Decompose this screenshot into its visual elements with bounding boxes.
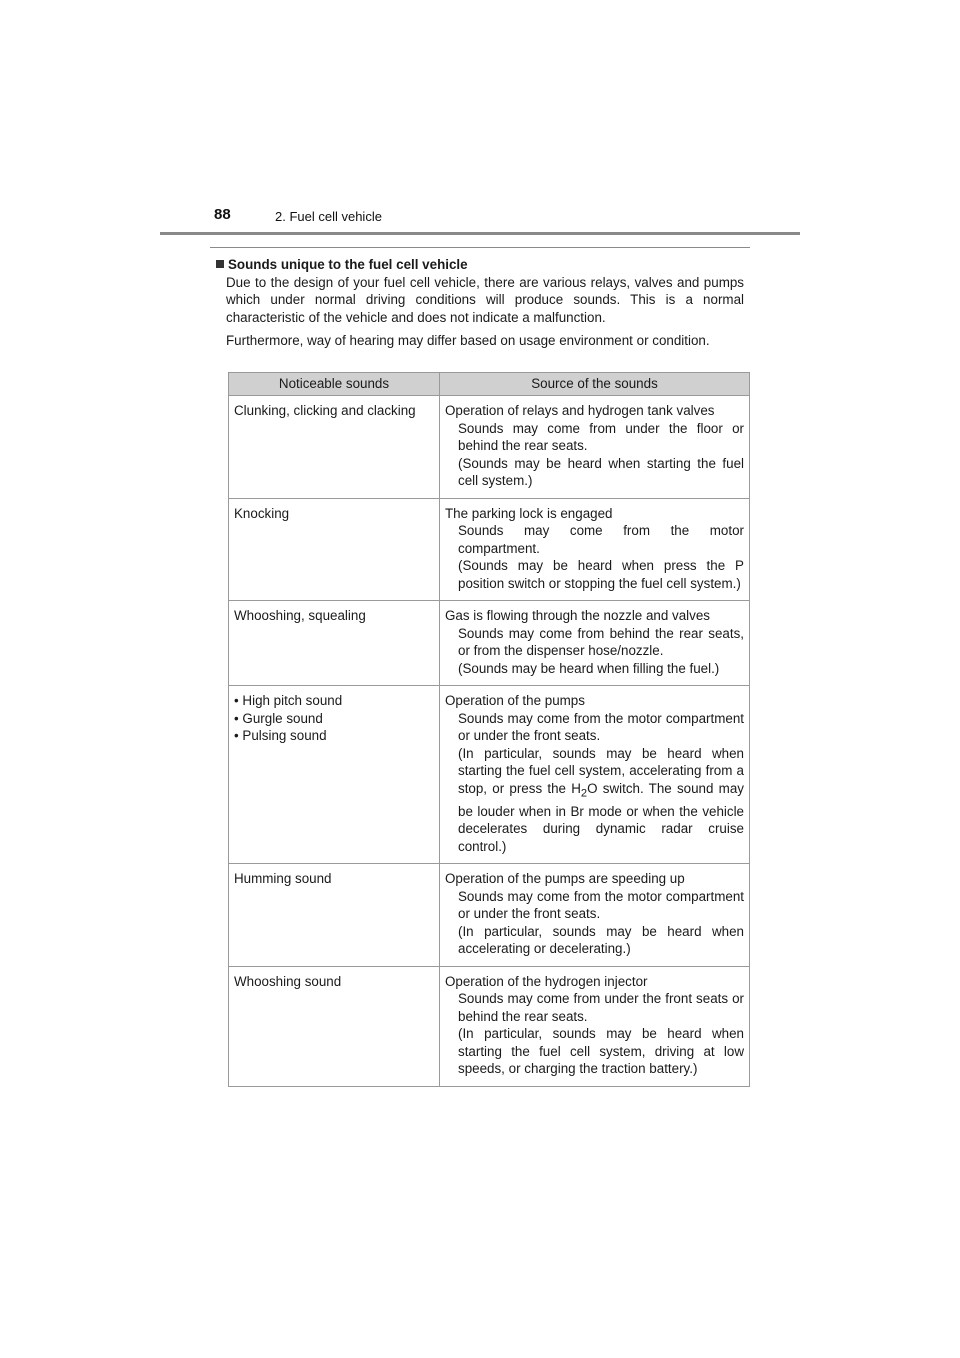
column-header-source: Source of the sounds xyxy=(440,373,750,396)
list-item: • Gurgle sound xyxy=(234,710,434,728)
source-main-text: Operation of relays and hydrogen tank valves xyxy=(445,403,715,418)
page-number: 88 xyxy=(214,206,231,223)
header-rule xyxy=(160,232,800,235)
page-header xyxy=(0,0,960,240)
section-heading-text: Sounds unique to the fuel cell vehicle xyxy=(228,257,468,272)
source-detail-text: Sounds may come from the motor compartment. (Sounds may be heard when press the P position switch or stopping the fuel cell system.) xyxy=(458,523,744,591)
table-row xyxy=(229,498,750,601)
source-detail-text: Sounds may come from behind the rear seats, or from the dispenser hose/nozzle. (Sounds may be heard when filling the fuel.) xyxy=(458,625,744,676)
source-cell xyxy=(440,601,750,686)
source-main-text: Operation of the pumps are speeding up xyxy=(445,871,685,887)
noticeable-list xyxy=(234,692,434,745)
noticeable-cell: Knocking xyxy=(229,498,440,601)
noticeable-cell: Whooshing sound xyxy=(229,966,440,1086)
noticeable-cell: Whooshing, squealing xyxy=(229,601,440,686)
list-item: • Pulsing sound xyxy=(234,727,434,745)
source-cell xyxy=(440,396,750,499)
note-paragraph: Furthermore, way of hearing may differ based on usage environment or condition. xyxy=(226,333,710,348)
table-row xyxy=(229,601,750,686)
source-detail-text: Sounds may come from under the floor or behind the rear seats. (Sounds may be heard when starting the fuel cell system.) xyxy=(458,420,744,488)
table-row xyxy=(229,864,750,967)
source-detail-part: O switch. The sound may be louder when in Br mode or when the vehicle decelerates during dynamic radar cruise control.) xyxy=(458,780,744,854)
section-heading xyxy=(216,256,744,274)
sounds-table xyxy=(228,372,750,1087)
noticeable-cell: Clunking, clicking and clacking xyxy=(229,396,440,499)
intro-paragraph: Due to the design of your fuel cell vehicle, there are various relays, valves and pumps which under normal driving conditions will produce sounds. This is a normal characteristic of the vehicle and does not indicate a malfunction. xyxy=(226,274,744,325)
source-cell xyxy=(440,966,750,1086)
source-detail-part: Sounds may come from the motor compartment or under the front seats. (In particular, sounds may be heard when starting the fuel cell system, accelerating from a stop, or press the H xyxy=(458,710,744,796)
source-cell xyxy=(440,864,750,967)
list-item: • High pitch sound xyxy=(234,692,434,710)
source-main-text: Operation of the hydrogen injector xyxy=(445,973,648,989)
table-header-row xyxy=(229,373,750,396)
noticeable-cell xyxy=(229,686,440,864)
section-content xyxy=(216,256,744,350)
table-row xyxy=(229,396,750,499)
source-detail-text xyxy=(445,710,744,856)
source-cell xyxy=(440,498,750,601)
source-detail-text: Sounds may come from the motor compartment or under the front seats. (In particular, sounds may be heard when accelerating or decelerating.) xyxy=(458,888,744,957)
subscript-digit: 2 xyxy=(580,787,588,800)
table-row xyxy=(229,686,750,864)
column-header-noticeable: Noticeable sounds xyxy=(229,373,440,396)
section-title: 2. Fuel cell vehicle xyxy=(275,209,382,224)
source-main-text: Operation of the pumps xyxy=(445,693,585,708)
source-cell xyxy=(440,686,750,864)
table-row xyxy=(229,966,750,1086)
noticeable-cell: Humming sound xyxy=(229,864,440,967)
source-main-text: The parking lock is engaged xyxy=(445,505,613,521)
square-bullet-icon xyxy=(216,260,224,268)
source-main-text: Gas is flowing through the nozzle and valves xyxy=(445,608,710,623)
source-detail-text: Sounds may come from under the front seats or behind the rear seats. (In particular, sounds may be heard when starting the fuel cell system, driving at low speeds, or charging the traction battery.) xyxy=(458,991,744,1077)
section-rule xyxy=(210,247,750,248)
